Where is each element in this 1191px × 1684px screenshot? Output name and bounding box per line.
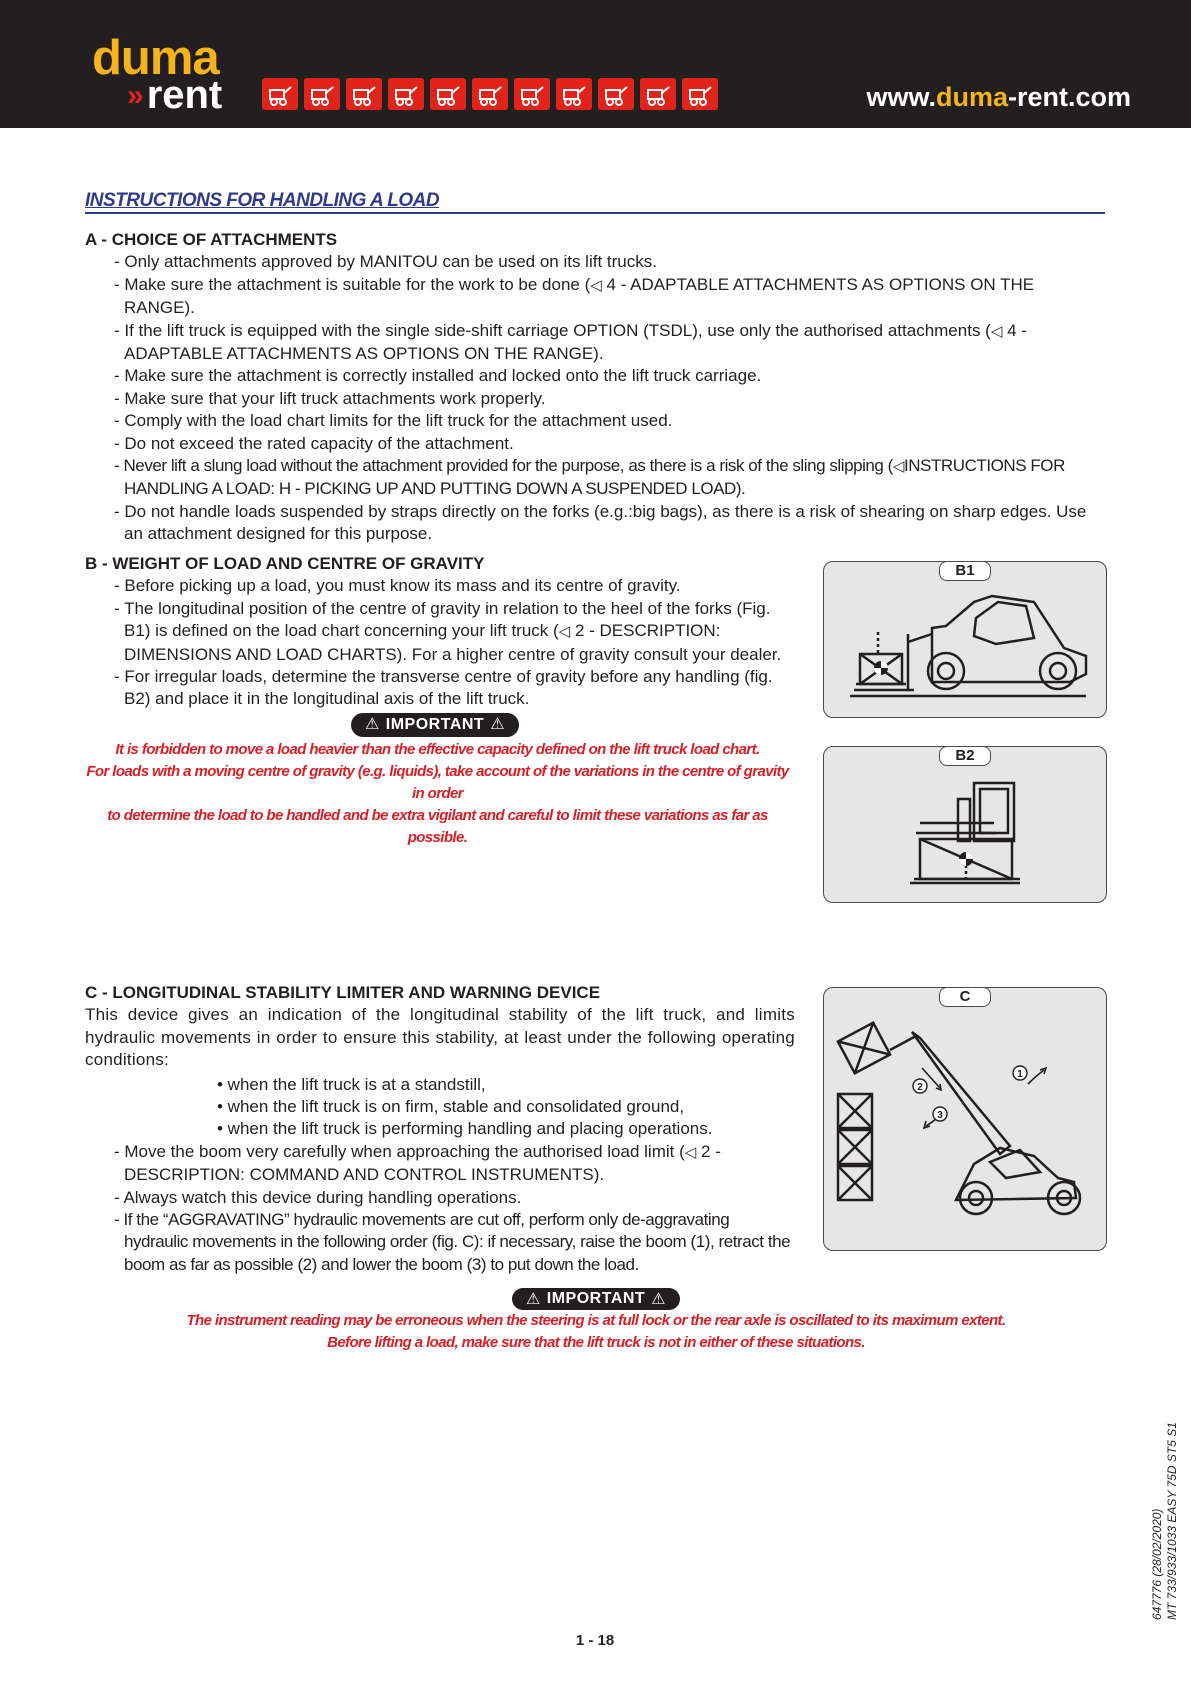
document-date: 647776 (28/02/2020) bbox=[1150, 1508, 1164, 1620]
dumper-icon[interactable] bbox=[472, 78, 508, 110]
section-c-item bbox=[85, 1141, 795, 1187]
logo-rent-text bbox=[127, 75, 222, 115]
section-a-item bbox=[85, 388, 1107, 410]
logo-arrows: » bbox=[127, 79, 144, 112]
chapter-reference-icon: ◁ bbox=[684, 1143, 697, 1161]
section-a-item-text: - Make sure the attachment is correctly installed and locked onto the lift truck carriage. bbox=[114, 366, 762, 386]
section-a-item bbox=[85, 251, 1107, 273]
section-a-item-text: - Do not handle loads suspended by straps directly on the forks (e.g.:big bags), as there is a risk of shearing on sharp edges. Use an attachment designed for this purpose. bbox=[114, 501, 1087, 544]
important-label: IMPORTANT bbox=[385, 715, 485, 733]
section-b-list bbox=[85, 575, 795, 710]
section-b-item bbox=[85, 666, 795, 711]
boom-step-1-marker: 1 bbox=[1017, 1069, 1023, 1080]
warning-triangle-icon: ⚠ bbox=[525, 1291, 541, 1308]
concrete-tool-icon[interactable] bbox=[682, 78, 718, 110]
section-a-item-text: 4 - ADAPTABLE ATTACHMENTS AS OPTIONS ON THE RANGE). bbox=[124, 320, 1027, 364]
mini-excavator-icon[interactable] bbox=[388, 78, 424, 110]
document-reference bbox=[1150, 1422, 1180, 1620]
section-b bbox=[85, 553, 795, 849]
condition-bullet: • when the lift truck is at a standstill, bbox=[217, 1074, 486, 1094]
section-c bbox=[85, 982, 795, 1276]
warning-line: The instrument reading may be erroneous when the steering is at full lock or the rear axle is oscillated to its maximum extent. bbox=[186, 1312, 1006, 1329]
section-a-item-text: - Only attachments approved by MANITOU can be used on its lift trucks. bbox=[114, 252, 657, 272]
warning-text-b bbox=[85, 739, 790, 849]
duma-rent-logo[interactable] bbox=[92, 31, 223, 117]
section-a-item bbox=[85, 320, 1107, 366]
section-b-item bbox=[85, 575, 795, 597]
section-b-heading: B - WEIGHT OF LOAD AND CENTRE OF GRAVITY bbox=[85, 554, 485, 573]
equipment-icon-strip bbox=[262, 78, 718, 110]
website-link[interactable] bbox=[866, 82, 1131, 113]
figure-b1 bbox=[823, 561, 1107, 718]
logo-duma-text: duma bbox=[92, 31, 219, 85]
figure-b2 bbox=[823, 746, 1107, 903]
warning-triangle-icon: ⚠ bbox=[490, 715, 506, 733]
section-c-bullets bbox=[85, 1074, 795, 1141]
figure-b1-label: B1 bbox=[939, 561, 991, 581]
chapter-reference-icon: ◁ bbox=[590, 276, 602, 294]
important-label: IMPORTANT bbox=[546, 1290, 646, 1307]
excavator-icon[interactable] bbox=[556, 78, 592, 110]
section-a-item-text: - Make sure that your lift truck attachments work properly. bbox=[114, 388, 546, 408]
section-a-item bbox=[85, 433, 1107, 455]
website-suffix: -rent.com bbox=[1007, 82, 1131, 112]
section-b-item-text: - For irregular loads, determine the transverse centre of gravity before any handling (fig. B2) and place it in the longitudinal axis of the lift truck. bbox=[114, 667, 773, 709]
section-b-item-text: - The longitudinal position of the centre of gravity in relation to the heel of the forks (Fig. B1) is defined on the load chart concerning your lift truck ( bbox=[114, 598, 771, 641]
section-a-item bbox=[85, 501, 1107, 546]
important-badge-c-wrap bbox=[85, 1288, 1107, 1310]
warning-text-c bbox=[85, 1310, 1107, 1354]
section-a-item-text: - Never lift a slung load without the attachment provided for the purpose, as there is a risk of the sling slipping ( bbox=[114, 456, 893, 476]
figure-c bbox=[823, 987, 1107, 1251]
section-a-item-text: - Do not exceed the rated capacity of the attachment. bbox=[114, 433, 514, 453]
logo-rent-word: rent bbox=[146, 73, 223, 117]
document-models: MT 733/933/1033 EASY 75D ST5 S1 bbox=[1165, 1422, 1179, 1620]
section-c-item bbox=[85, 1209, 795, 1276]
section-c-item-text: 2 - DESCRIPTION: COMMAND AND CONTROL INSTRUMENTS). bbox=[124, 1141, 721, 1185]
truck-crane-icon[interactable] bbox=[514, 78, 550, 110]
condition-bullet: • when the lift truck is on firm, stable and consolidated ground, bbox=[217, 1097, 685, 1117]
important-badge bbox=[512, 1288, 680, 1310]
section-a-item-text: INSTRUCTIONS FOR HANDLING A LOAD: H - PICKING UP AND PUTTING DOWN A SUSPENDED LOAD). bbox=[124, 456, 1065, 499]
section-a-list bbox=[85, 251, 1107, 545]
section-a-item-text: - If the lift truck is equipped with the single side-shift carriage OPTION (TSDL), use only the authorised attachments ( bbox=[114, 320, 991, 340]
chapter-reference-icon: ◁ bbox=[892, 458, 904, 476]
page-number: 1 - 18 bbox=[575, 1632, 615, 1649]
section-c-heading: C - LONGITUDINAL STABILITY LIMITER AND WARNING DEVICE bbox=[85, 983, 601, 1002]
forklift-icon[interactable] bbox=[304, 78, 340, 110]
section-c-item bbox=[85, 1187, 795, 1209]
stability-limiter-diagram bbox=[824, 988, 1106, 1250]
section-a-item bbox=[85, 365, 1107, 387]
page-title: INSTRUCTIONS FOR HANDLING A LOAD bbox=[85, 190, 440, 211]
boom-step-2-marker: 2 bbox=[917, 1082, 923, 1093]
warning-triangle-icon: ⚠ bbox=[651, 1291, 667, 1308]
title-rule bbox=[85, 212, 1105, 214]
important-badge-b-wrap bbox=[85, 713, 785, 737]
section-b-item bbox=[85, 598, 795, 666]
warning-line: It is forbidden to move a load heavier than the effective capacity defined on the lift truck load chart. bbox=[115, 741, 760, 759]
section-a-item bbox=[85, 455, 1107, 501]
section-a-item-text: 4 - ADAPTABLE ATTACHMENTS AS OPTIONS ON THE RANGE). bbox=[124, 274, 1035, 318]
chapter-reference-icon: ◁ bbox=[558, 623, 571, 641]
scissor-lift-icon[interactable] bbox=[346, 78, 382, 110]
section-c-item-text: - Move the boom very carefully when approaching the authorised load limit ( bbox=[114, 1141, 685, 1161]
aerial-boom-icon[interactable] bbox=[640, 78, 676, 110]
section-a-heading: A - CHOICE OF ATTACHMENTS bbox=[85, 230, 338, 249]
section-a-item bbox=[85, 274, 1107, 320]
section-c-list bbox=[85, 1141, 795, 1276]
telehandler-load-diagram bbox=[824, 562, 1106, 717]
loader-icon[interactable] bbox=[262, 78, 298, 110]
section-c-item-text: - Always watch this device during handling operations. bbox=[114, 1187, 522, 1207]
backhoe-icon[interactable] bbox=[430, 78, 466, 110]
section-a-item-text: - Comply with the load chart limits for the lift truck for the attachment used. bbox=[114, 411, 673, 431]
section-b-item-text: 2 - DESCRIPTION: DIMENSIONS AND LOAD CHARTS). For a higher centre of gravity consult your dealer. bbox=[124, 621, 782, 664]
website-accent: duma bbox=[935, 82, 1008, 112]
important-badge bbox=[351, 713, 519, 737]
page-header bbox=[0, 0, 1191, 128]
section-a bbox=[85, 229, 1107, 546]
section-c-intro: This device gives an indication of the longitudinal stability of the lift truck, and limits hydraulic movements in order to ensure this stability, at least under the following operating conditions: bbox=[85, 1005, 795, 1070]
section-c-item-text: - If the “AGGRAVATING” hydraulic movements are cut off, perform only de-aggravating hydraulic movements in the following order (fig. C): if necessary, raise the boom (1), retract the boom as far as possible (2) and lower the boom (3) to put down the load. bbox=[114, 1210, 791, 1274]
figure-c-label: C bbox=[939, 987, 991, 1007]
telehandler-icon[interactable] bbox=[598, 78, 634, 110]
section-b-item-text: - Before picking up a load, you must know its mass and its centre of gravity. bbox=[114, 576, 681, 596]
warning-triangle-icon: ⚠ bbox=[364, 715, 380, 733]
figure-b2-label: B2 bbox=[939, 746, 991, 766]
transverse-gravity-diagram bbox=[824, 747, 1106, 902]
chapter-reference-icon: ◁ bbox=[990, 322, 1003, 340]
condition-bullet: • when the lift truck is performing handling and placing operations. bbox=[217, 1119, 713, 1139]
warning-line: to determine the load to be handled and be extra vigilant and careful to limit these variations as far as possible. bbox=[107, 807, 768, 847]
section-a-item-text: - Make sure the attachment is suitable for the work to be done ( bbox=[114, 274, 591, 294]
boom-step-3-marker: 3 bbox=[937, 1110, 943, 1121]
warning-line: For loads with a moving centre of gravity (e.g. liquids), take account of the variations in the centre of gravity in order bbox=[86, 763, 789, 803]
warning-line: Before lifting a load, make sure that the lift truck is not in either of these situations. bbox=[327, 1334, 865, 1351]
section-a-item bbox=[85, 410, 1107, 432]
website-prefix: www. bbox=[866, 82, 936, 112]
